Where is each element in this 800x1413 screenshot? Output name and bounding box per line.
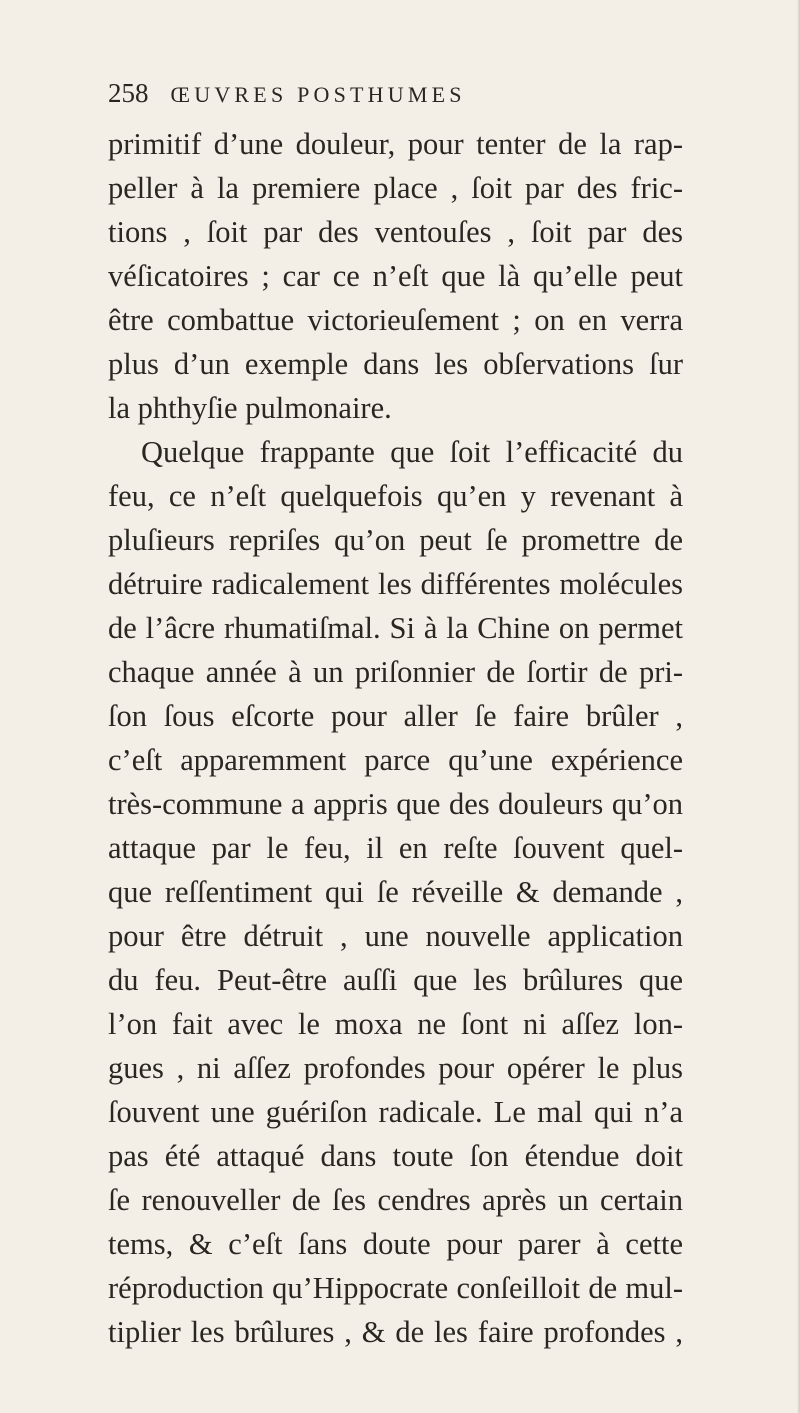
text-line: très-commune a appris que des douleurs qu’on (108, 787, 683, 821)
text-line: être combattue victorieuſement ; on en verra (108, 303, 683, 337)
text-line: tions , ſoit par des ventouſes , ſoit par des (108, 215, 683, 249)
text-line: plus d’un exemple dans les obſervations ſur (108, 347, 683, 381)
text-line: tems, & c’eſt ſans doute pour parer à cette (108, 1227, 683, 1261)
running-header (108, 78, 708, 118)
text-line: tiplier les brûlures , & de les faire profondes , (108, 1315, 683, 1349)
text-line: c’eſt apparemment parce qu’une expérience (108, 743, 683, 777)
text-line: véſicatoires ; car ce n’eſt que là qu’elle peut (108, 259, 683, 293)
text-line: pour être détruit , une nouvelle application (108, 919, 683, 953)
text-line: de l’âcre rhumatiſmal. Si à la Chine on permet (108, 611, 683, 645)
text-line: pluſieurs repriſes qu’on peut ſe promettre de (108, 523, 683, 557)
text-line: ſon ſous eſcorte pour aller ſe faire brûler , (108, 699, 683, 733)
text-line: Quelque frappante que ſoit l’efficacité du (141, 435, 683, 469)
text-line: détruire radicalement les différentes molécules (108, 567, 683, 601)
text-line: feu, ce n’eſt quelquefois qu’en y revenant à (108, 479, 683, 513)
text-line: que reſſentiment qui ſe réveille & demande , (108, 875, 683, 909)
text-line: l’on fait avec le moxa ne ſont ni aſſez lon- (108, 1007, 683, 1041)
text-line: ſe renouveller de ſes cendres après un certain (108, 1183, 683, 1217)
text-line: primitif d’une douleur, pour tenter de la rap- (108, 127, 683, 161)
text-line: réproduction qu’Hippocrate conſeilloit de mul- (108, 1271, 683, 1305)
text-line: chaque année à un priſonnier de ſortir de pri- (108, 655, 683, 689)
text-line: gues , ni aſſez profondes pour opérer le plus (108, 1051, 683, 1085)
text-line: ſouvent une guériſon radicale. Le mal qui n’a (108, 1095, 683, 1129)
text-line: pas été attaqué dans toute ſon étendue doit (108, 1139, 683, 1173)
text-line: attaque par le feu, il en reſte ſouvent quel- (108, 831, 683, 865)
text-line: peller à la premiere place , ſoit par des fric- (108, 171, 683, 205)
text-line: du feu. Peut-être auſſi que les brûlures que (108, 963, 683, 997)
text-line: la phthyſie pulmonaire. (108, 391, 392, 425)
running-title: ŒUVRES POSTHUMES (170, 82, 466, 107)
page-number: 258 (108, 78, 149, 108)
